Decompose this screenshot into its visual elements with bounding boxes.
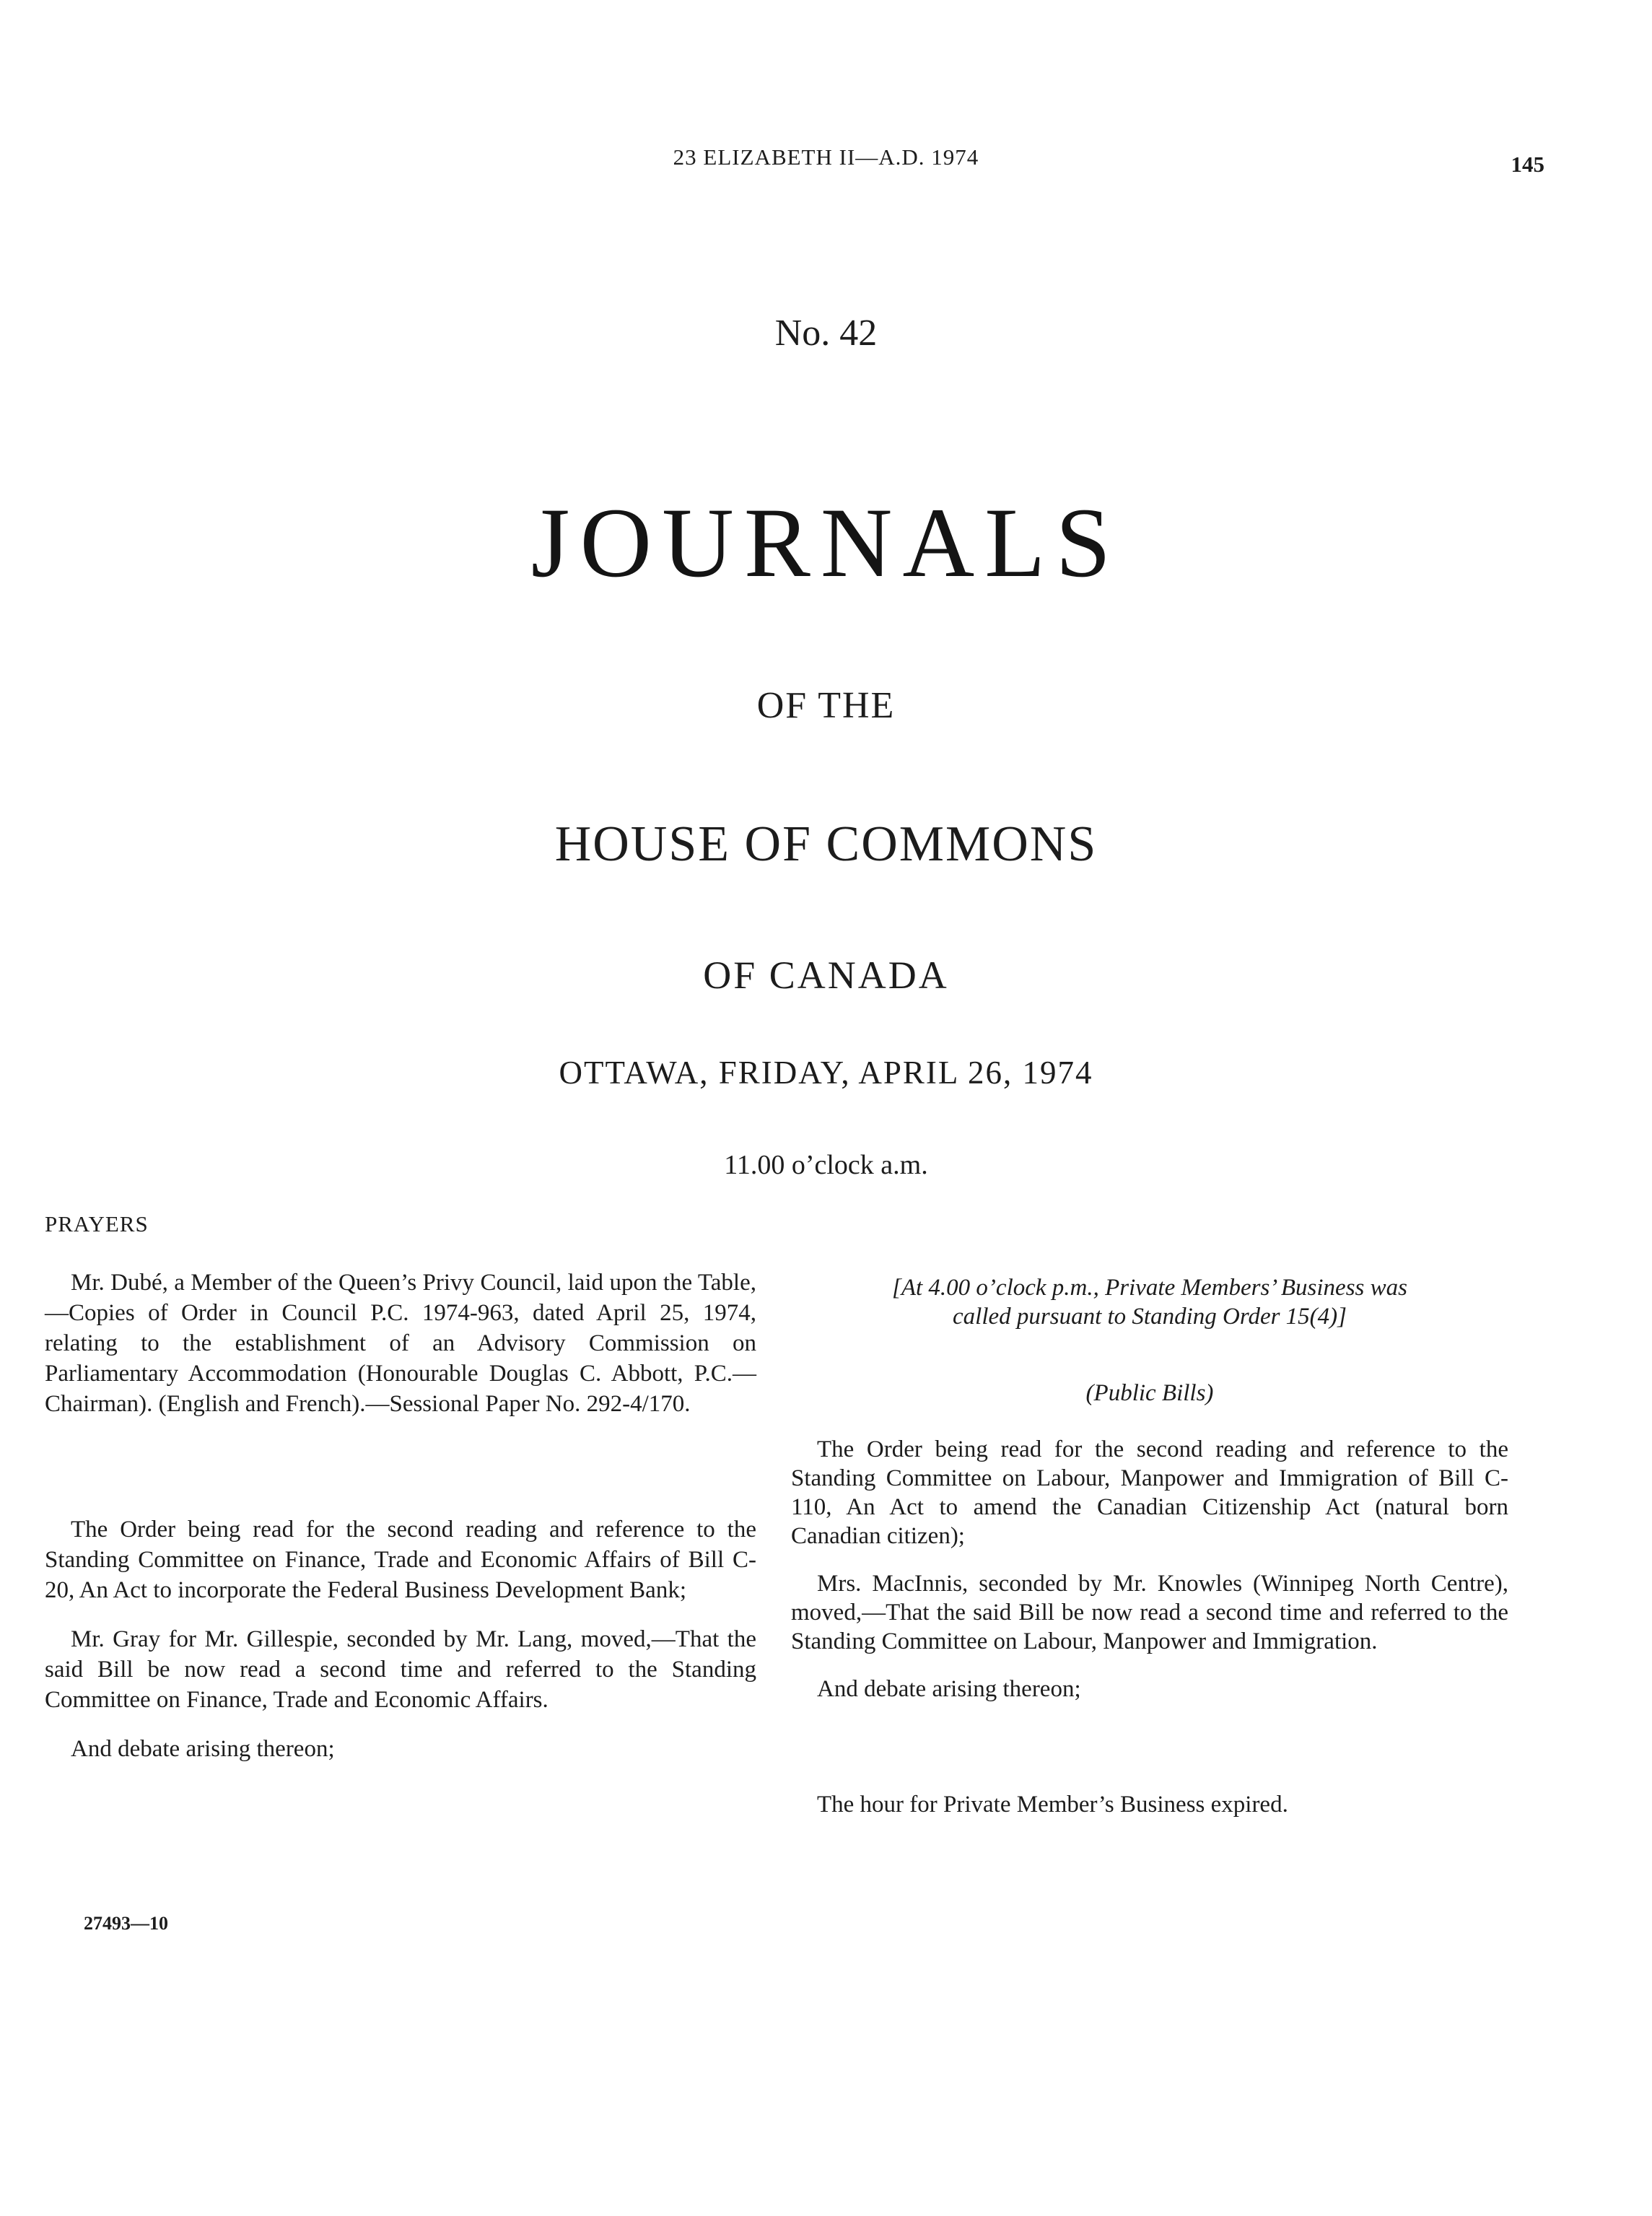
title-of-the: OF THE <box>756 685 896 726</box>
house-of-commons-title: HOUSE OF COMMONS <box>554 816 1098 872</box>
left-column <box>45 1268 756 1764</box>
right-column <box>791 1273 1508 1819</box>
journals-title: JOURNALS <box>530 487 1122 598</box>
debate-arising-paragraph: And debate arising thereon; <box>817 1676 1081 1702</box>
private-members-note <box>791 1273 1508 1331</box>
debate-arising-paragraph: And debate arising thereon; <box>71 1736 335 1762</box>
business-expired-paragraph: The hour for Private Member’s Business expired. <box>817 1792 1288 1818</box>
bill-c20-motion-paragraph: Mr. Gray for Mr. Gillespie, seconded by Mr. Lang, moved,—That the said Bill be now read a second time and referred to the Standing Committee on Finance, Trade and Economic Affairs. <box>45 1626 756 1713</box>
bill-c110-order-paragraph: The Order being read for the second reading and reference to the Standing Committee on Labour, Manpower and Immigration of Bill C-110, An Act to amend the Canadian Citizenship Act (natural born Canadian citizen); <box>791 1436 1508 1549</box>
bill-c110-motion-paragraph: Mrs. MacInnis, seconded by Mr. Knowles (Winnipeg North Centre), moved,—That the said Bill be now read a second time and referred to the Standing Committee on Labour, Manpower and Immigration. <box>791 1571 1508 1654</box>
private-members-note-line: [At 4.00 o’clock p.m., Private Members’ Business was <box>892 1275 1407 1301</box>
issue-number: No. 42 <box>774 313 878 354</box>
sitting-time: 11.00 o’clock a.m. <box>724 1150 928 1180</box>
tabling-paragraph: Mr. Dubé, a Member of the Queen’s Privy Council, laid upon the Table,—Copies of Order in Council P.C. 1974-963, dated April 25, 1974, relating to the establishment of an Advisory Commission on Parliamentary Accommodation (Honourable Douglas C. Abbott, P.C.—Chairman). (English and French).—Sessional Paper No. 292-4/170. <box>45 1270 756 1417</box>
dateline: OTTAWA, FRIDAY, APRIL 26, 1974 <box>559 1055 1093 1091</box>
printer-code: 27493—10 <box>84 1913 168 1934</box>
prayers-heading: PRAYERS <box>45 1211 149 1236</box>
page-number: 145 <box>1511 152 1544 177</box>
title-of-canada: OF CANADA <box>703 954 949 997</box>
running-head: 23 ELIZABETH II—A.D. 1974 <box>673 144 979 170</box>
bill-c20-order-paragraph: The Order being read for the second reading and reference to the Standing Committee on Finance, Trade and Economic Affairs of Bill C-20, An Act to incorporate the Federal Business Development Bank; <box>45 1517 756 1603</box>
public-bills-subheading: (Public Bills) <box>1085 1380 1214 1406</box>
private-members-note-line: called pursuant to Standing Order 15(4)] <box>953 1304 1347 1330</box>
